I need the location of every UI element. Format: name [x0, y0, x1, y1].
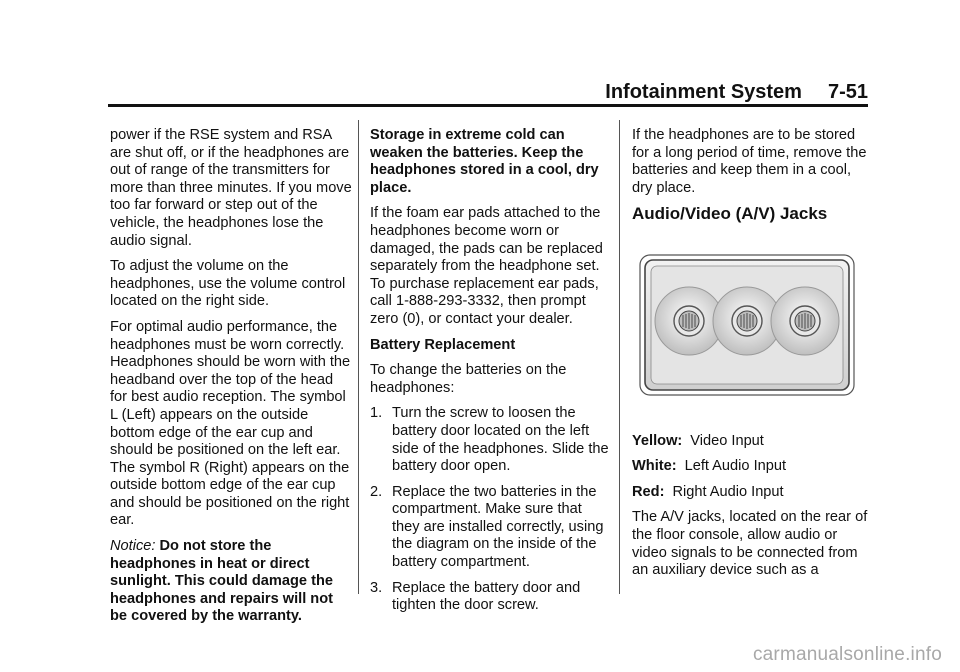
paragraph: To adjust the volume on the headphones, use the volume control located on the right side.: [110, 258, 346, 310]
watermark: carmanualsonline.info: [752, 644, 942, 665]
bold-intro: Storage in extreme cold can weaken the batteries. Keep the headphones stored in a cool, dry place.: [370, 127, 599, 196]
jack-label: White:: [632, 458, 677, 475]
section-title: Infotainment System: [605, 81, 802, 103]
jack-desc: Video Input: [690, 432, 764, 449]
jack-row: [632, 458, 872, 476]
column-2: [370, 127, 610, 623]
jack-row: [632, 433, 872, 451]
paragraph: To change the batteries on the headphones:: [370, 362, 567, 396]
jack-desc: Left Audio Input: [684, 458, 787, 475]
step-text: Replace the two batteries in the compartment. Make sure that they are installed correctly, using the diagram on the inside of the battery compartment.: [392, 483, 604, 571]
step-text: Replace the battery door and tighten the door screw.: [392, 579, 581, 614]
column-divider-2: [619, 120, 620, 594]
paragraph: power if the RSE system and RSA are shut off, or if the headphones are out of range of the transmitters for more than three minutes. If you move too far forward or step out of the vehicle, the headphones lose the audio signal.: [110, 127, 352, 249]
jack-red: [771, 287, 839, 355]
jack-label: Red:: [632, 483, 665, 500]
paragraph: For optimal audio performance, the headphones must be worn correctly. Headphones should be worn with the headband over the top of the head for best audio reception. The symbol L (Left) appears on the outside bottom edge of the ear cup and should be positioned on the left ear. The symbol R (Right) appears on the outside bottom edge of the ear cup and should be positioned on the right ear.: [110, 318, 351, 529]
list-item: [370, 580, 610, 615]
notice: [110, 538, 352, 626]
steps-list: [370, 405, 610, 615]
list-item: [370, 405, 610, 475]
section-heading: Audio/Video (A/V) Jacks: [632, 204, 828, 224]
paragraph: If the headphones are to be stored for a long period of time, remove the batteries and keep them in a cool, dry place.: [632, 127, 867, 196]
subheading-battery-replacement: Battery Replacement: [370, 336, 516, 353]
step-number: 1.: [370, 405, 383, 422]
jack-desc: Right Audio Input: [672, 483, 784, 500]
jack-row: [632, 484, 872, 502]
step-number: 3.: [370, 579, 383, 596]
header-rule: [108, 104, 868, 107]
notice-label: Notice:: [110, 538, 156, 555]
step-text: Turn the screw to loosen the battery door located on the left side of the headphones. Slide the battery door open.: [392, 405, 609, 475]
column-3: [632, 127, 872, 588]
paragraph: The A/V jacks, located on the rear of the floor console, allow audio or video signals to be connected from an auxiliary device such as a: [632, 509, 868, 579]
av-jacks-illustration: [632, 239, 862, 409]
step-number: 2.: [370, 483, 383, 500]
jack-label: Yellow:: [632, 432, 683, 449]
column-divider-1: [358, 120, 359, 594]
notice-text: Do not store the headphones in heat or direct sunlight. This could damage the headphones and repairs will not be covered by the warranty.: [110, 538, 333, 625]
list-item: [370, 484, 610, 572]
page-header: [108, 80, 868, 104]
page-number: 7-51: [827, 81, 868, 103]
column-1: [110, 127, 352, 634]
paragraph: If the foam ear pads attached to the headphones become worn or damaged, the pads can be replaced separately from the headphone set. To purchase replacement ear pads, call 1-888-293-3332, then prompt zero (0), or contact your dealer.: [370, 205, 603, 327]
